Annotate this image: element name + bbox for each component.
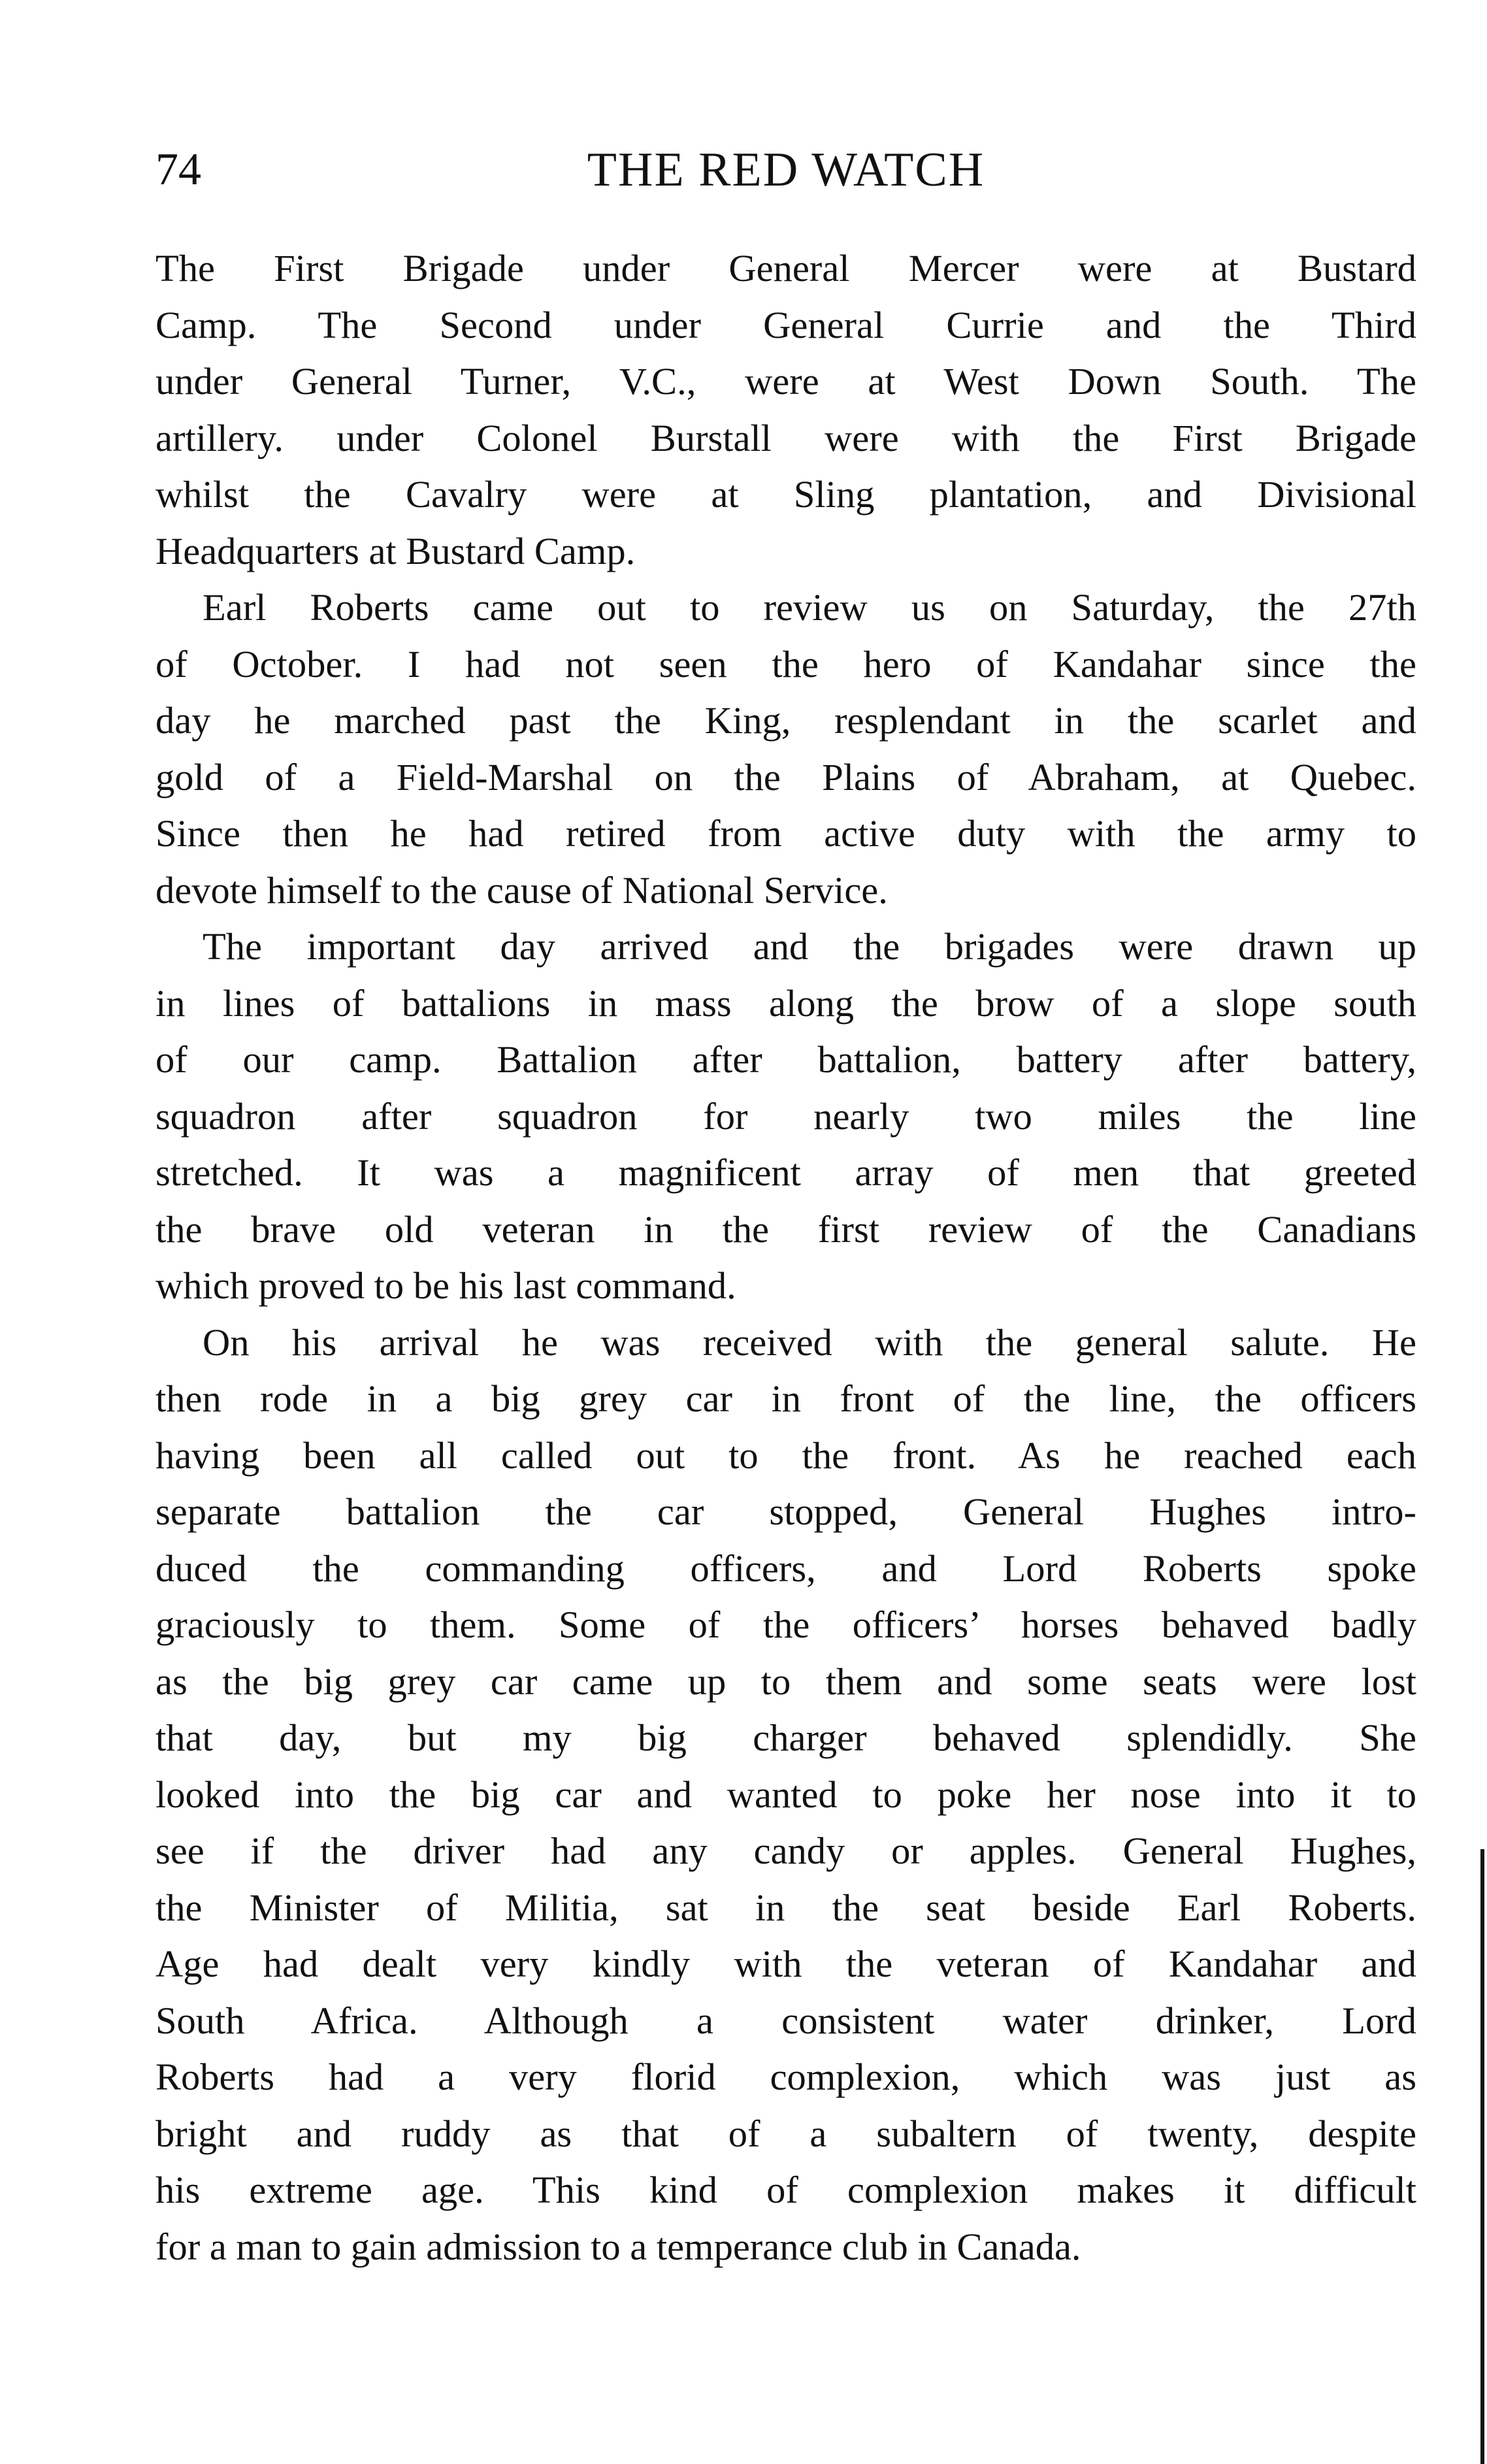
paragraph (155, 580, 1416, 919)
page-header (155, 134, 1416, 206)
paragraph (155, 919, 1416, 1315)
paragraph (155, 240, 1416, 580)
text-line: whilst the Cavalry were at Sling plantation, and Divisional (155, 473, 1416, 516)
text-line: Age had dealt very kindly with the veteran of Kandahar and (155, 1943, 1416, 1985)
text-line: duced the commanding officers, and Lord Roberts spoke (155, 1547, 1416, 1590)
page-number: 74 (155, 144, 201, 195)
text-line: Since then he had retired from active duty with the army to (155, 812, 1416, 855)
text-line: the Minister of Militia, sat in the seat beside Earl Roberts. (155, 1886, 1416, 1929)
text-line: Camp. The Second under General Currie and the Third (155, 303, 1416, 346)
body-text (155, 240, 1416, 2275)
text-line: graciously to them. Some of the officers’ horses behaved badly (155, 1603, 1416, 1646)
text-line: squadron after squadron for nearly two miles the line (155, 1094, 1416, 1138)
text-line: of October. I had not seen the hero of Kandahar since the (155, 642, 1416, 685)
text-line: Earl Roberts came out to review us on Saturday, the 27th (203, 586, 1416, 629)
text-line: The First Brigade under General Mercer were at Bustard (155, 247, 1416, 289)
text-line: bright and ruddy as that of a subaltern of twenty, despite (155, 2112, 1416, 2155)
text-line: which proved to be his last command. (155, 1264, 736, 1307)
text-line: devote himself to the cause of National Service. (155, 868, 888, 912)
text-line: then rode in a big grey car in front of the line, the officers (155, 1377, 1416, 1420)
text-line: in lines of battalions in mass along the brow of a slope south (155, 981, 1416, 1025)
text-line: looked into the big car and wanted to poke her nose into it to (155, 1773, 1416, 1816)
paragraph (155, 1315, 1416, 2276)
text-line: Headquarters at Bustard Camp. (155, 529, 636, 572)
text-line: his extreme age. This kind of complexion makes it difficult (155, 2169, 1416, 2211)
text-line: see if the driver had any candy or apples. General Hughes, (155, 1830, 1416, 1872)
text-line: The important day arrived and the brigades were drawn up (203, 925, 1416, 968)
text-line: Roberts had a very florid complexion, which was just as (155, 2056, 1416, 2098)
text-line: as the big grey car came up to them and some seats were lost (155, 1660, 1416, 1703)
text-line: On his arrival he was received with the general salute. He (203, 1321, 1416, 1364)
text-line: under General Turner, V.C., were at West Down South. The (155, 360, 1416, 402)
scan-edge-line (1480, 1849, 1484, 2464)
text-line: separate battalion the car stopped, General Hughes intro- (155, 1490, 1416, 1533)
text-line: stretched. It was a magnificent array of men that greeted (155, 1151, 1416, 1194)
text-line: artillery. under Colonel Burstall were with the First Brigade (155, 416, 1416, 459)
text-line: day he marched past the King, resplendant in the scarlet and (155, 699, 1416, 742)
text-line: that day, but my big charger behaved splendidly. She (155, 1717, 1416, 1759)
text-line: gold of a Field-Marshal on the Plains of Abraham, at Quebec. (155, 755, 1416, 798)
text-line: having been all called out to the front. As he reached each (155, 1434, 1416, 1477)
text-line: of our camp. Battalion after battalion, battery after battery, (155, 1038, 1416, 1081)
running-title: THE RED WATCH (587, 143, 985, 197)
text-line: for a man to gain admission to a temperance club in Canada. (155, 2225, 1081, 2268)
text-line: the brave old veteran in the first review of the Canadians (155, 1207, 1416, 1251)
text-line: South Africa. Although a consistent water drinker, Lord (155, 1999, 1416, 2042)
